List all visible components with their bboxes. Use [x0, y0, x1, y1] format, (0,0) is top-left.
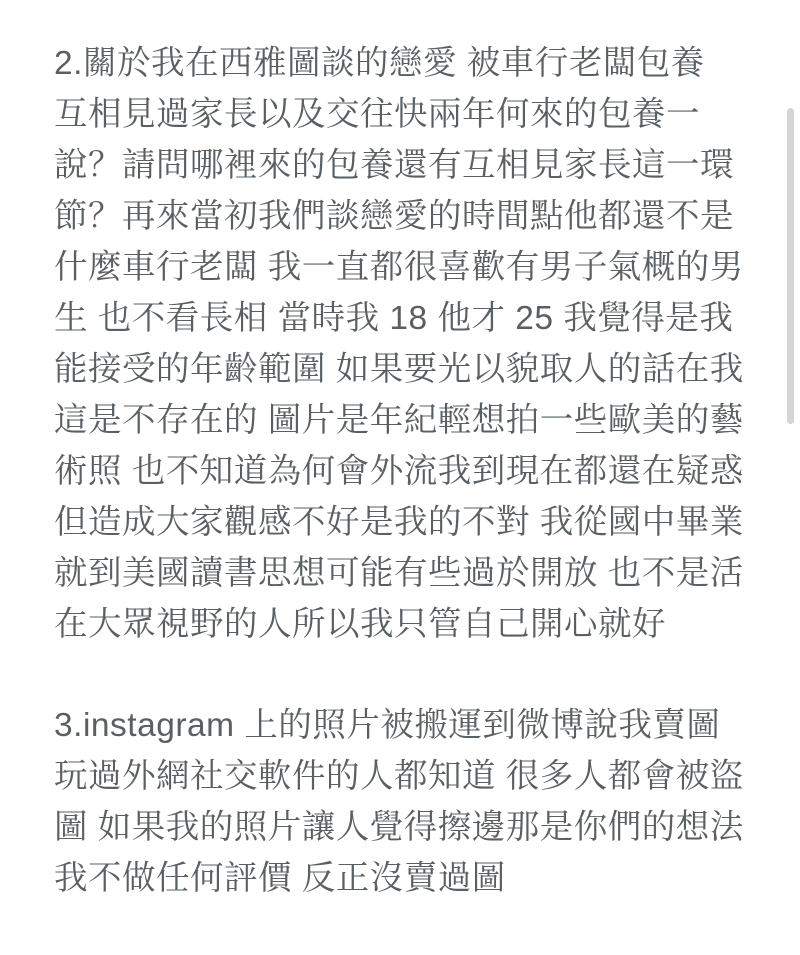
scrollbar-thumb[interactable]	[787, 108, 794, 424]
paragraph-item-3: 3.instagram 上的照片被搬運到微博說我賣圖 玩過外網社交軟件的人都知道 很多人都會被盜圖 如果我的照片讓人覺得擦邊那是你們的想法 我不做任何評價 反正沒賣過圖	[54, 707, 744, 897]
document-body	[54, 38, 744, 904]
paragraph-item-2: 2.關於我在西雅圖談的戀愛 被車行老闆包養 互相見過家長以及交往快兩年何來的包養一說？請問哪裡來的包養還有互相見家長這一環節？再來當初我們談戀愛的時間點他都還不是什麼車行老闆 我一直都很喜歡有男子氣概的男生 也不看長相 當時我 18 他才 25 我覺得是我能接受的年齡範圍 如果要光以貌取人的話在我這是不存在的 圖片是年紀輕想拍一些歐美的藝術照 也不知道為何會外流我到現在都還在疑惑 但造成大家觀感不好是我的不對 我從國中畢業就到美國讀書思想可能有些過於開放 也不是活在大眾視野的人所以我只管自己開心就好	[54, 45, 744, 643]
scrollbar-track[interactable]	[790, 0, 797, 955]
